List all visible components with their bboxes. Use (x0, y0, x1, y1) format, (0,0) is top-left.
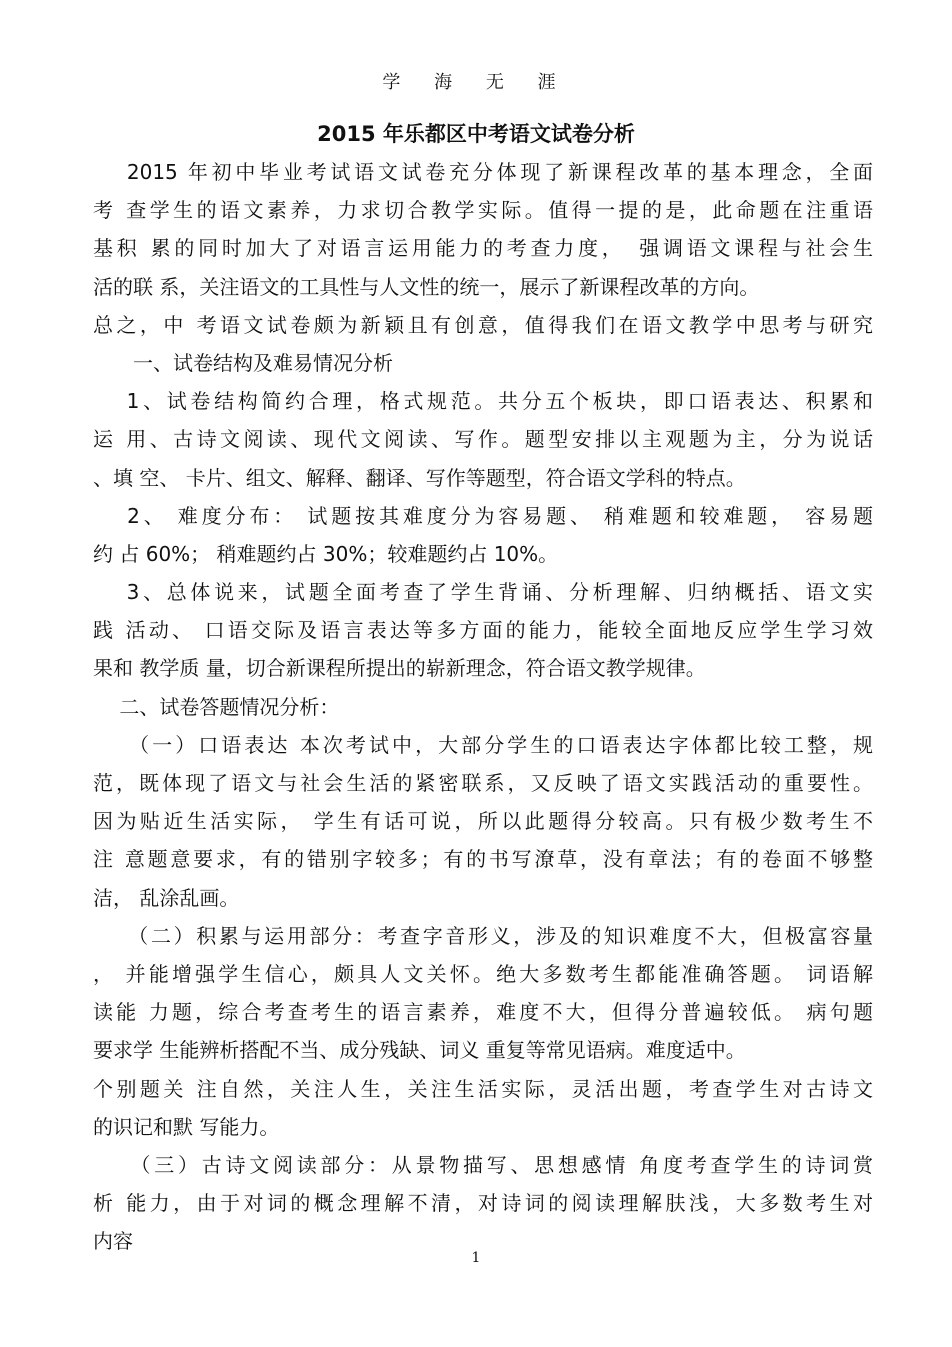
text-line: 果和 教学质 量，切合新课程所提出的崭新理念，符合语文教学规律。 (93, 656, 706, 681)
text-line: 约 占 60%； 稍难题约占 30%；较难题约占 10%。 (93, 541, 559, 566)
document-body (93, 153, 873, 1260)
text-line: 个别题关 注自然，关注人生，关注生活实际，灵活出题，考查学生对古诗文 (93, 1076, 873, 1101)
text-line: 洁， 乱涂乱画。 (93, 885, 240, 910)
text-line: 二、试卷答题情况分析： (93, 694, 340, 719)
document-title: 2015 年乐都区中考语文试卷分析 (317, 122, 635, 146)
text-line: （一）口语表达 本次考试中，大部分学生的口语表达字体都比较工整，规 (93, 732, 873, 757)
page-header: 学 海 无 涯 (382, 72, 570, 93)
text-line: 注 意题意要求，有的错别字较多；有的书写潦草，没有章法；有的卷面不够整 (93, 847, 873, 872)
text-line: 、填 空、 卡片、组文、解释、翻译、写作等题型，符合语文学科的特点。 (93, 465, 746, 490)
text-line: 因为贴近生活实际， 学生有话可说，所以此题得分较高。只有极少数考生不 (93, 809, 873, 834)
text-line: 考 查学生的语文素养，力求切合教学实际。值得一提的是，此命题在注重语 (93, 198, 873, 223)
text-line: ， 并能增强学生信心，颇具人文关怀。绝大多数考生都能准确答题。 词语解 (93, 961, 873, 986)
text-line: 范，既体现了语文与社会生活的紧密联系，又反映了语文实践活动的重要性。 (93, 771, 873, 795)
text-line: 2015 年初中毕业考试语文试卷充分体现了新课程改革的基本理念，全面 (93, 160, 873, 184)
text-line: 活的联 系，关注语文的工具性与人文性的统一，展示了新课程改革的方向。 (93, 274, 760, 299)
text-line: （三）古诗文阅读部分：从景物描写、思想感情 角度考查学生的诗词赏 (93, 1152, 873, 1177)
text-line: 运 用、古诗文阅读、现代文阅读、写作。题型安排以主观题为主，分为说话 (93, 427, 873, 452)
text-line: 要求学 生能辨析搭配不当、成分残缺、词义 重复等常见语病。难度适中。 (93, 1038, 746, 1063)
text-line: 析 能力，由于对词的概念理解不清，对诗词的阅读理解肤浅，大多数考生对 (93, 1191, 873, 1216)
text-line: 3、总体说来，试题全面考查了学生背诵、分析理解、归纳概括、语文实 (93, 580, 873, 605)
text-line: （二）积累与运用部分：考查字音形义，涉及的知识难度不大，但极富容量 (93, 923, 873, 948)
page-number: 1 (471, 1250, 481, 1266)
text-line: 内容 (93, 1229, 133, 1254)
text-line: 践 活动、 口语交际及语言表达等多方面的能力，能较全面地反应学生学习效 (93, 618, 873, 643)
text-line: 的识记和默 写能力。 (93, 1114, 280, 1139)
text-line: 总之，中 考语文试卷颇为新颖且有创意，值得我们在语文教学中思考与研究 (93, 312, 873, 337)
text-line: 1、试卷结构简约合理，格式规范。共分五个板块，即口语表达、积累和 (93, 389, 873, 414)
text-line: 基积 累的同时加大了对语言运用能力的考查力度， 强调语文课程与社会生 (93, 236, 873, 261)
text-line: 一、试卷结构及难易情况分析 (93, 350, 393, 375)
text-line: 读能 力题，综合考查考生的语言素养，难度不大，但得分普遍较低。 病句题 (93, 1000, 873, 1025)
text-line: 2、 难度分布： 试题按其难度分为容易题、 稍难题和较难题， 容易题 (93, 503, 873, 528)
